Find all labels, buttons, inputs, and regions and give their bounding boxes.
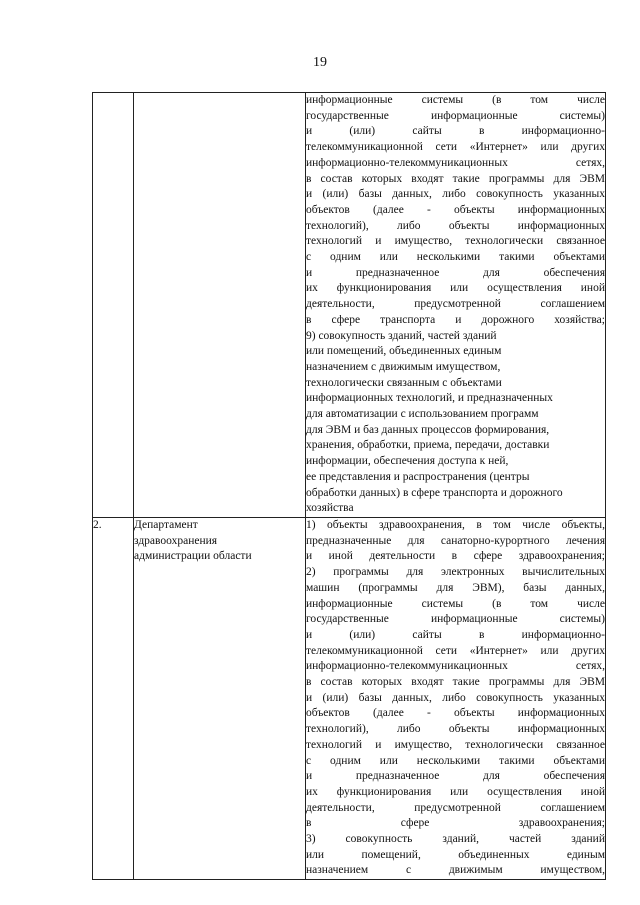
table-row — [93, 93, 606, 518]
table-row — [93, 517, 606, 879]
objects-paragraph: 1) объекты здравоохранения, в том числе объекты, предназначенные для санаторно-курортного лечения и иной деятельности в сфере здравоохранения; — [306, 518, 605, 563]
department-cell: Департамент здравоохранения администрации области — [134, 517, 306, 879]
objects-paragraph: 2) программы для электронных вычислительных машин (программы для ЭВМ), базы данных, информационные системы (в том числе государственные информационные системы) и (или) сайты в информационно- телекоммуникационной сети «Интернет» или других информационно-телекоммуникационных сетях, в состав которых входят такие программы для ЭВМ и (или) базы данных, либо совокупность указанных объектов (далее - объекты информационных технологий), либо объекты информационных технологий и имущество, технологически связанное с одним или несколькими такими объектами и предназначенное для обеспечения их функционирования или осуществления иной деятельности, предусмотренной соглашением в сфере здравоохранения; — [306, 566, 605, 830]
objects-paragraph: информационные системы (в том числе государственные информационные системы) и (или) сайты в информационно- телекоммуникационной сети «Интернет» или других информационно-телекоммуникационных сетях, в состав которых входят такие программы для ЭВМ и (или) базы данных, либо совокупность указанных объектов (далее - объекты информационных технологий), либо объекты информационных технологий и имущество, технологически связанное с одним или несколькими такими объектами и предназначенное для обеспечения их функционирования или осуществления иной деятельности, предусмотренной соглашением в сфере транспорта и дорожного хозяйства; — [306, 94, 605, 326]
objects-cell — [306, 93, 606, 518]
objects-cell — [306, 517, 606, 879]
department-cell — [134, 93, 306, 518]
page-number: 19 — [313, 55, 327, 70]
objects-paragraph: 3) совокупность зданий, частей зданий или помещений, объединенных единым назначением с движимым имуществом, — [306, 833, 605, 877]
row-number-cell — [93, 93, 134, 518]
document-table — [92, 92, 606, 880]
objects-paragraph: 9) совокупность зданий, частей зданий или помещений, объединенных единым назначением с движимым имуществом, технологически связанным с объектами информационных технологий, и предназначенных для автоматизации с использованием программ для ЭВМ и баз данных процессов формирования, хранения, обработки, приема, передачи, доставки информации, обеспечения доступа к ней, ее представления и распространения (центры обработки данных) в сфере транспорта и дорожного хозяйства — [306, 329, 563, 515]
row-number-cell: 2. — [93, 517, 134, 879]
